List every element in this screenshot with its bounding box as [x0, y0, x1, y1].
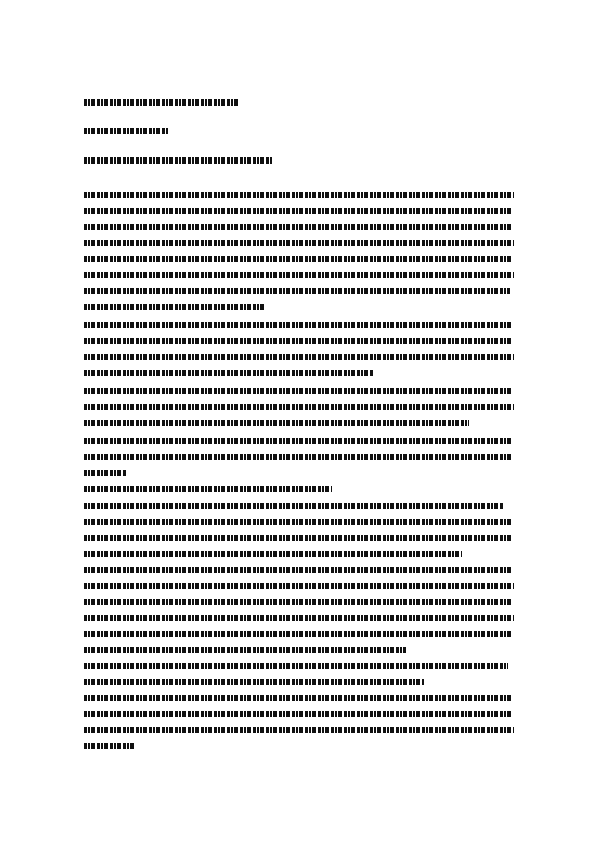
body-line	[84, 388, 512, 394]
body-line	[84, 304, 264, 310]
body-line	[84, 272, 514, 278]
body-line	[84, 631, 512, 637]
body-line	[84, 192, 514, 198]
body-line	[84, 519, 512, 525]
body-line	[84, 354, 514, 360]
header-line-1	[84, 99, 239, 106]
body-line	[84, 551, 462, 557]
header-line-2	[84, 128, 169, 134]
body-line	[84, 743, 134, 749]
body-line	[84, 370, 374, 376]
body-line	[84, 727, 514, 733]
body-line	[84, 338, 512, 344]
body-line	[84, 663, 508, 669]
body-line	[84, 647, 406, 653]
body-line	[84, 404, 514, 410]
body-line	[84, 454, 512, 460]
body-line	[84, 224, 513, 230]
body-line	[84, 583, 514, 589]
body-line	[84, 599, 512, 605]
body-line	[84, 208, 512, 214]
section-heading	[84, 157, 272, 164]
body-line	[84, 322, 512, 328]
body-line	[84, 470, 126, 476]
body-line	[84, 567, 512, 573]
body-line	[84, 288, 510, 294]
body-line	[84, 695, 512, 701]
body-line	[84, 503, 504, 509]
body-line	[84, 535, 512, 541]
body-line	[84, 240, 514, 246]
body-line	[84, 711, 512, 717]
body-line	[84, 438, 512, 444]
body-line	[84, 256, 512, 262]
body-line	[84, 679, 424, 685]
body-line	[84, 420, 469, 426]
body-line	[84, 486, 332, 492]
body-line	[84, 615, 514, 621]
